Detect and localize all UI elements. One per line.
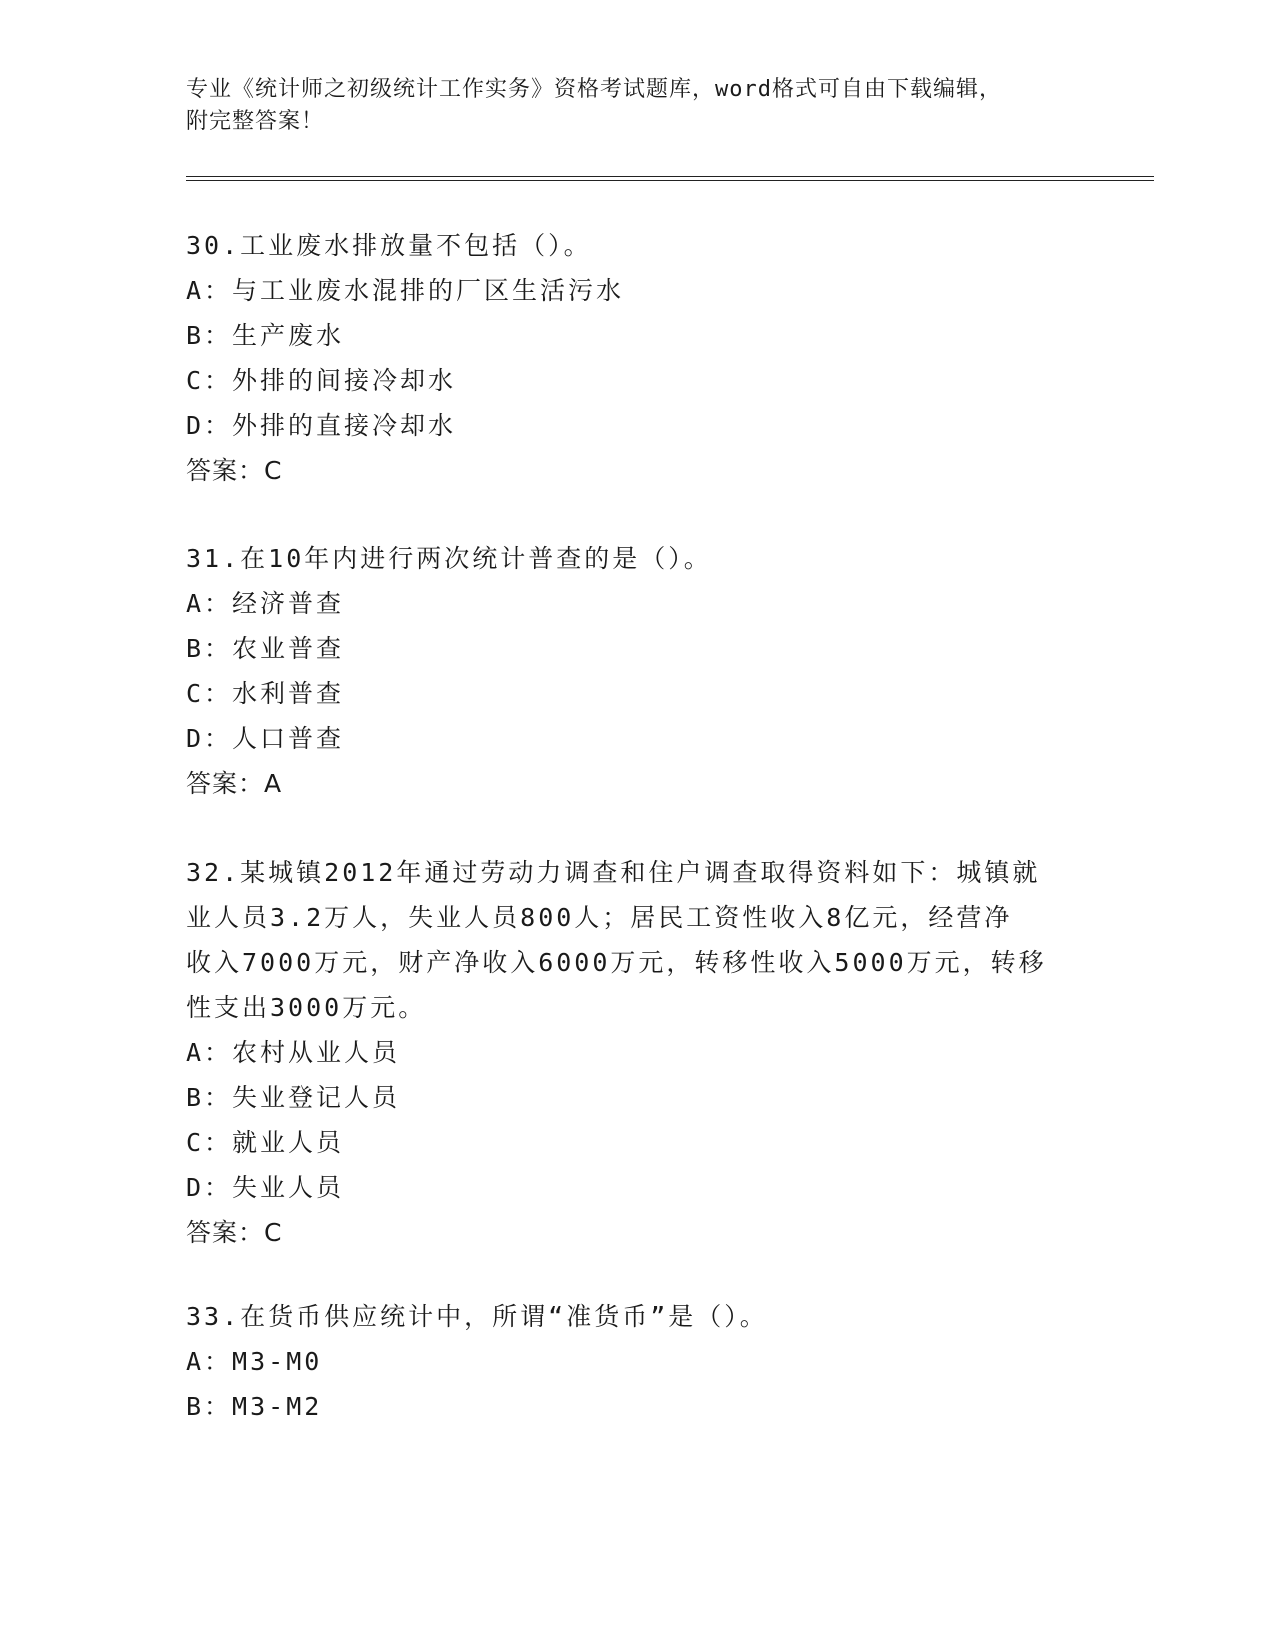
option-b: B：失业登记人员 (186, 1083, 401, 1112)
option-c: C：就业人员 (186, 1128, 345, 1157)
question-32 (186, 850, 1086, 1255)
option-c: C：外排的间接冷却水 (186, 366, 457, 395)
option-b: B：M3-M2 (186, 1392, 323, 1421)
document-header (186, 74, 1086, 138)
option-a: A：经济普查 (186, 589, 345, 618)
option-d: D：人口普查 (186, 724, 345, 753)
answer: 答案：A (186, 769, 283, 798)
question-33 (186, 1294, 1086, 1429)
question-stem-line: 业人员3.2万人，失业人员800人；居民工资性收入8亿元，经营净 (186, 903, 1013, 932)
header-divider (186, 176, 1154, 181)
question-31 (186, 536, 1086, 806)
option-a: A：与工业废水混排的厂区生活污水 (186, 276, 625, 305)
question-stem: 33.在货币供应统计中，所谓“准货币”是（）。 (186, 1302, 768, 1331)
option-d: D：外排的直接冷却水 (186, 411, 457, 440)
question-stem-line: 收入7000万元，财产净收入6000万元，转移性收入5000万元，转移 (186, 948, 1047, 977)
option-d: D：失业人员 (186, 1173, 345, 1202)
option-b: B：农业普查 (186, 634, 345, 663)
answer: 答案：C (186, 456, 283, 485)
question-stem: 30.工业废水排放量不包括（）。 (186, 231, 592, 260)
option-c: C：水利普查 (186, 679, 345, 708)
header-line-2: 附完整答案！ (186, 109, 325, 134)
option-a: A：农村从业人员 (186, 1038, 401, 1067)
question-stem-line: 32.某城镇2012年通过劳动力调查和住户调查取得资料如下：城镇就 (186, 858, 1041, 887)
question-stem-line: 性支出3000万元。 (186, 993, 427, 1022)
question-stem: 31.在10年内进行两次统计普查的是（）。 (186, 544, 712, 573)
question-30 (186, 223, 1086, 493)
header-line-1: 专业《统计师之初级统计工作实务》资格考试题库，word格式可自由下载编辑， (186, 77, 1002, 102)
option-b: B：生产废水 (186, 321, 345, 350)
option-a: A：M3-M0 (186, 1347, 323, 1376)
answer: 答案：C (186, 1218, 283, 1247)
